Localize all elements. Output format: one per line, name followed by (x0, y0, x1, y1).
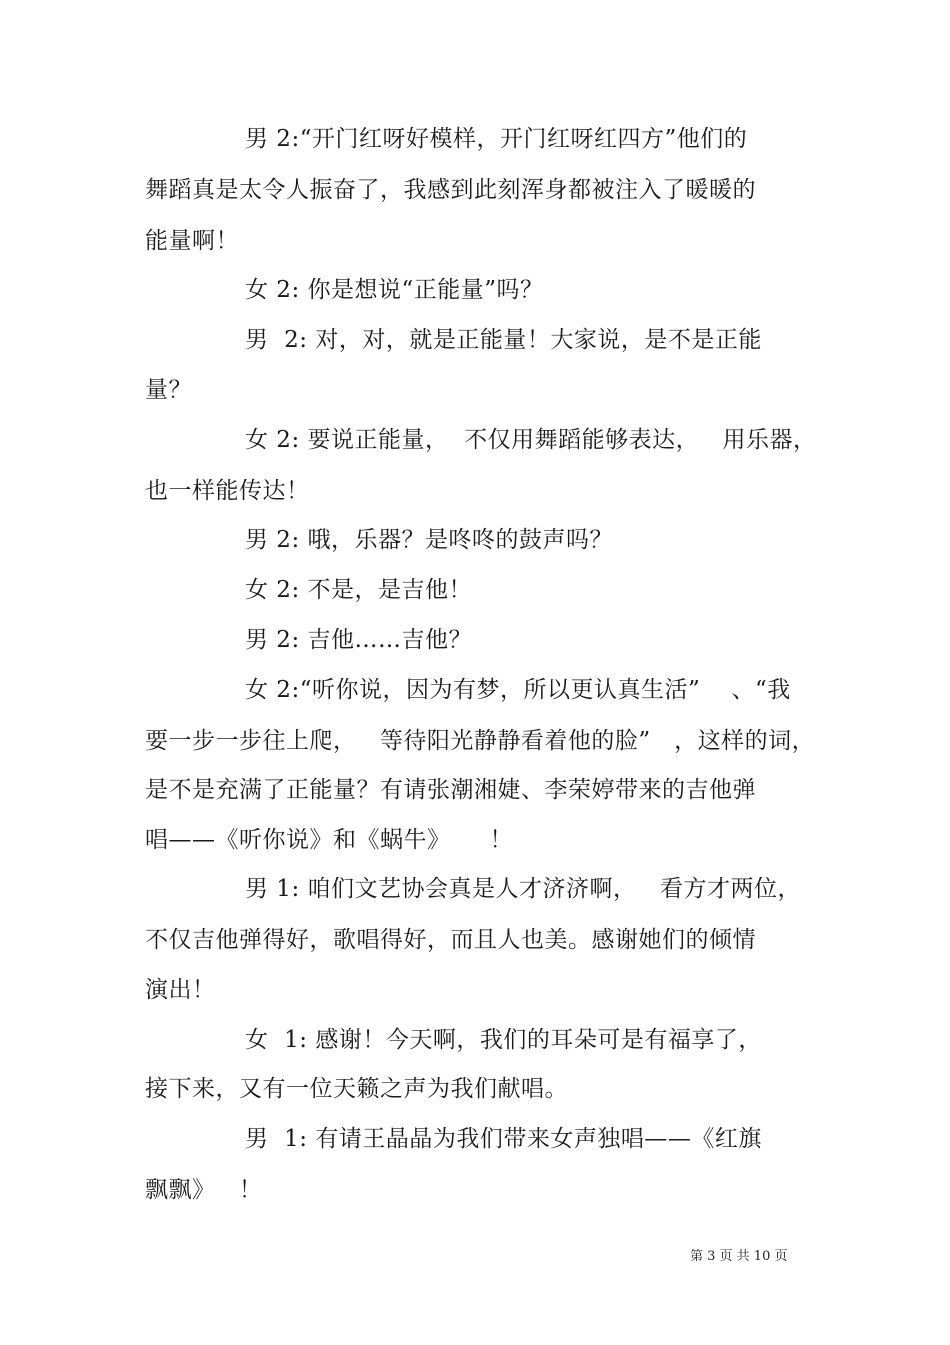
dialogue-line: 女 2: 你是想说“正能量”吗？ (245, 277, 544, 303)
dialogue-line: 也一样能传达！ (145, 478, 310, 504)
dialogue-line: 要一步一步往上爬， 等待阳光静静看着他的脸” ，这样的词， (145, 728, 816, 754)
dialogue-line: 唱——《听你说》和《蜗牛》 ！ (145, 827, 514, 853)
dialogue-line: 量？ (145, 377, 192, 403)
dialogue-line: 男 2: 哦，乐器？是咚咚的鼓声吗？ (245, 527, 614, 553)
dialogue-line: 接下来，又有一位天籁之声为我们献唱。 (145, 1076, 568, 1102)
dialogue-line: 飘飘》 ！ (145, 1177, 263, 1203)
dialogue-line: 演出！ (145, 977, 216, 1003)
dialogue-line: 女 2: 要说正能量， 不仅用舞蹈能够表达， 用乐器， (245, 427, 817, 453)
dialogue-line: 女 2:“听你说，因为有梦，所以更认真生活” 、“我 (245, 677, 791, 703)
dialogue-line: 是不是充满了正能量？有请张潮湘婕、李荣婷带来的吉他弹 (145, 777, 756, 803)
dialogue-line: 舞蹈真是太令人振奋了，我感到此刻浑身都被注入了暖暖的 (145, 177, 756, 203)
dialogue-line: 不仅吉他弹得好，歌唱得好，而且人也美。感谢她们的倾情 (145, 927, 756, 953)
dialogue-line: 女 1: 感谢！今天啊，我们的耳朵可是有福享了， (245, 1027, 762, 1053)
page-number-footer: 第 3 页 共 10 页 (690, 1249, 788, 1264)
dialogue-line: 男 1: 咱们文艺协会真是人才济济啊， 看方才两位， (245, 876, 801, 902)
dialogue-line: 能量啊！ (145, 228, 239, 254)
dialogue-line: 男 2: 对，对，就是正能量！大家说，是不是正能 (245, 327, 762, 353)
dialogue-line: 男 2:“开门红呀好模样，开门红呀红四方”他们的 (245, 126, 748, 152)
dialogue-line: 女 2: 不是，是吉他！ (245, 577, 473, 603)
dialogue-line: 男 2: 吉他……吉他？ (245, 627, 473, 653)
dialogue-line: 男 1: 有请王晶晶为我们带来女声独唱——《红旗 (245, 1126, 762, 1152)
